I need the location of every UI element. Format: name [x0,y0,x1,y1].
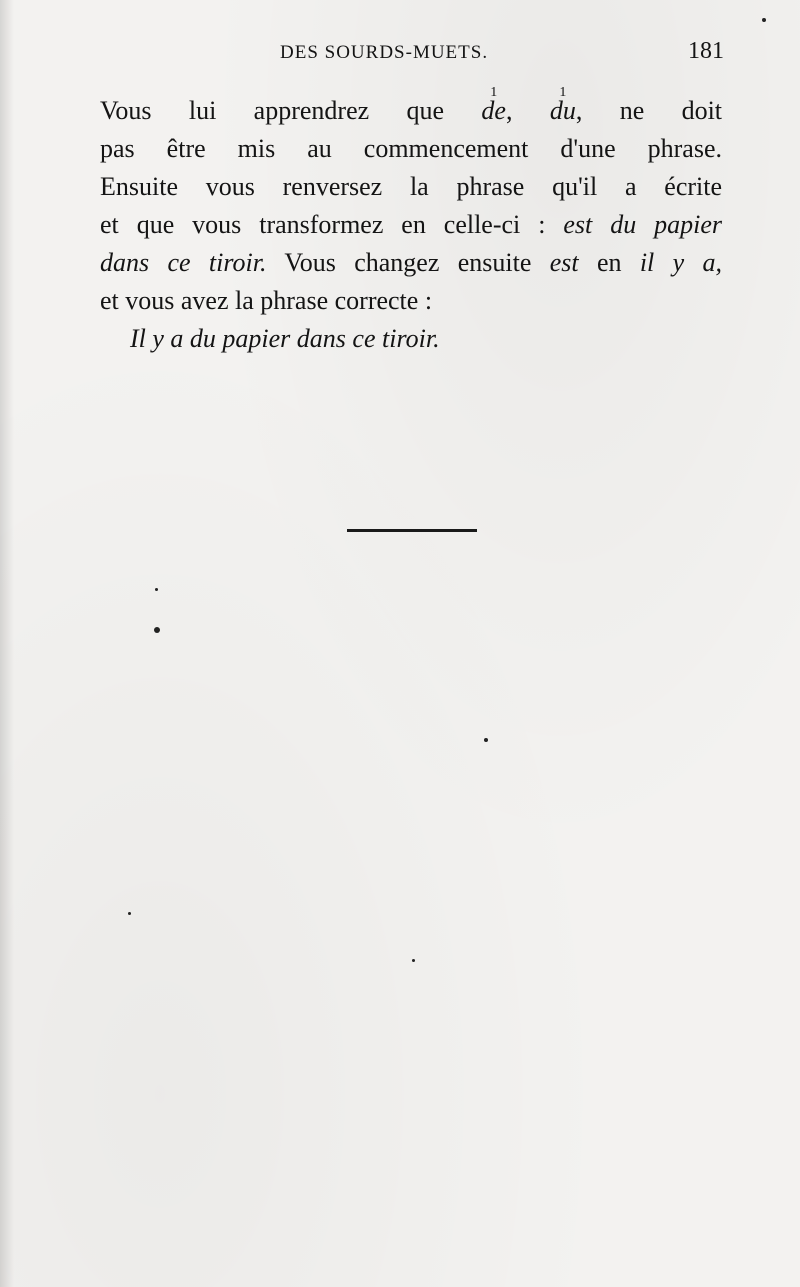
page-binding-shadow [0,0,14,1287]
ink-speck [762,18,766,22]
page-header [100,34,730,74]
text-line-7: Il y a du papier dans ce tiroir. [130,324,440,353]
page-number: 181 [688,38,724,64]
text-fragment: , [505,96,513,125]
text-fragment: de [481,96,506,125]
italic-fragment: est du papier [563,210,723,239]
text-fragment: Vous lui apprendrez que [100,96,445,125]
italic-fragment: est [549,248,579,277]
word-de [481,85,506,130]
text-line-4 [100,206,722,244]
italic-fragment: dans ce tiroir. [100,248,267,277]
ink-speck [154,627,160,633]
ink-speck [128,912,131,915]
index-mark: 1 [490,85,498,100]
running-title: DES SOURDS-MUETS. [280,42,489,63]
text-fragment: Vous changez ensuite [284,248,532,277]
ink-speck [484,738,488,742]
text-line-6: et vous avez la phrase correcte : [100,286,433,315]
body-paragraph [100,85,723,358]
text-line-3: Ensuite vous renversez la phrase qu'il a écrite [100,172,722,201]
text-fragment: en [596,248,622,277]
index-mark: 1 [559,85,567,100]
word-du [549,85,576,130]
ink-speck [412,959,415,962]
text-fragment: , [575,96,583,125]
ink-speck [155,588,158,591]
italic-fragment: il y a, [639,248,722,277]
text-fragment: ne doit [619,96,723,125]
text-line-5 [100,244,722,282]
section-divider-rule [347,529,477,532]
text-fragment: et que vous transformez en celle-ci : [100,210,546,239]
text-line-1 [100,85,723,130]
text-line-2: pas être mis au commencement d'une phrase. [100,134,722,163]
text-fragment: du [549,96,576,125]
